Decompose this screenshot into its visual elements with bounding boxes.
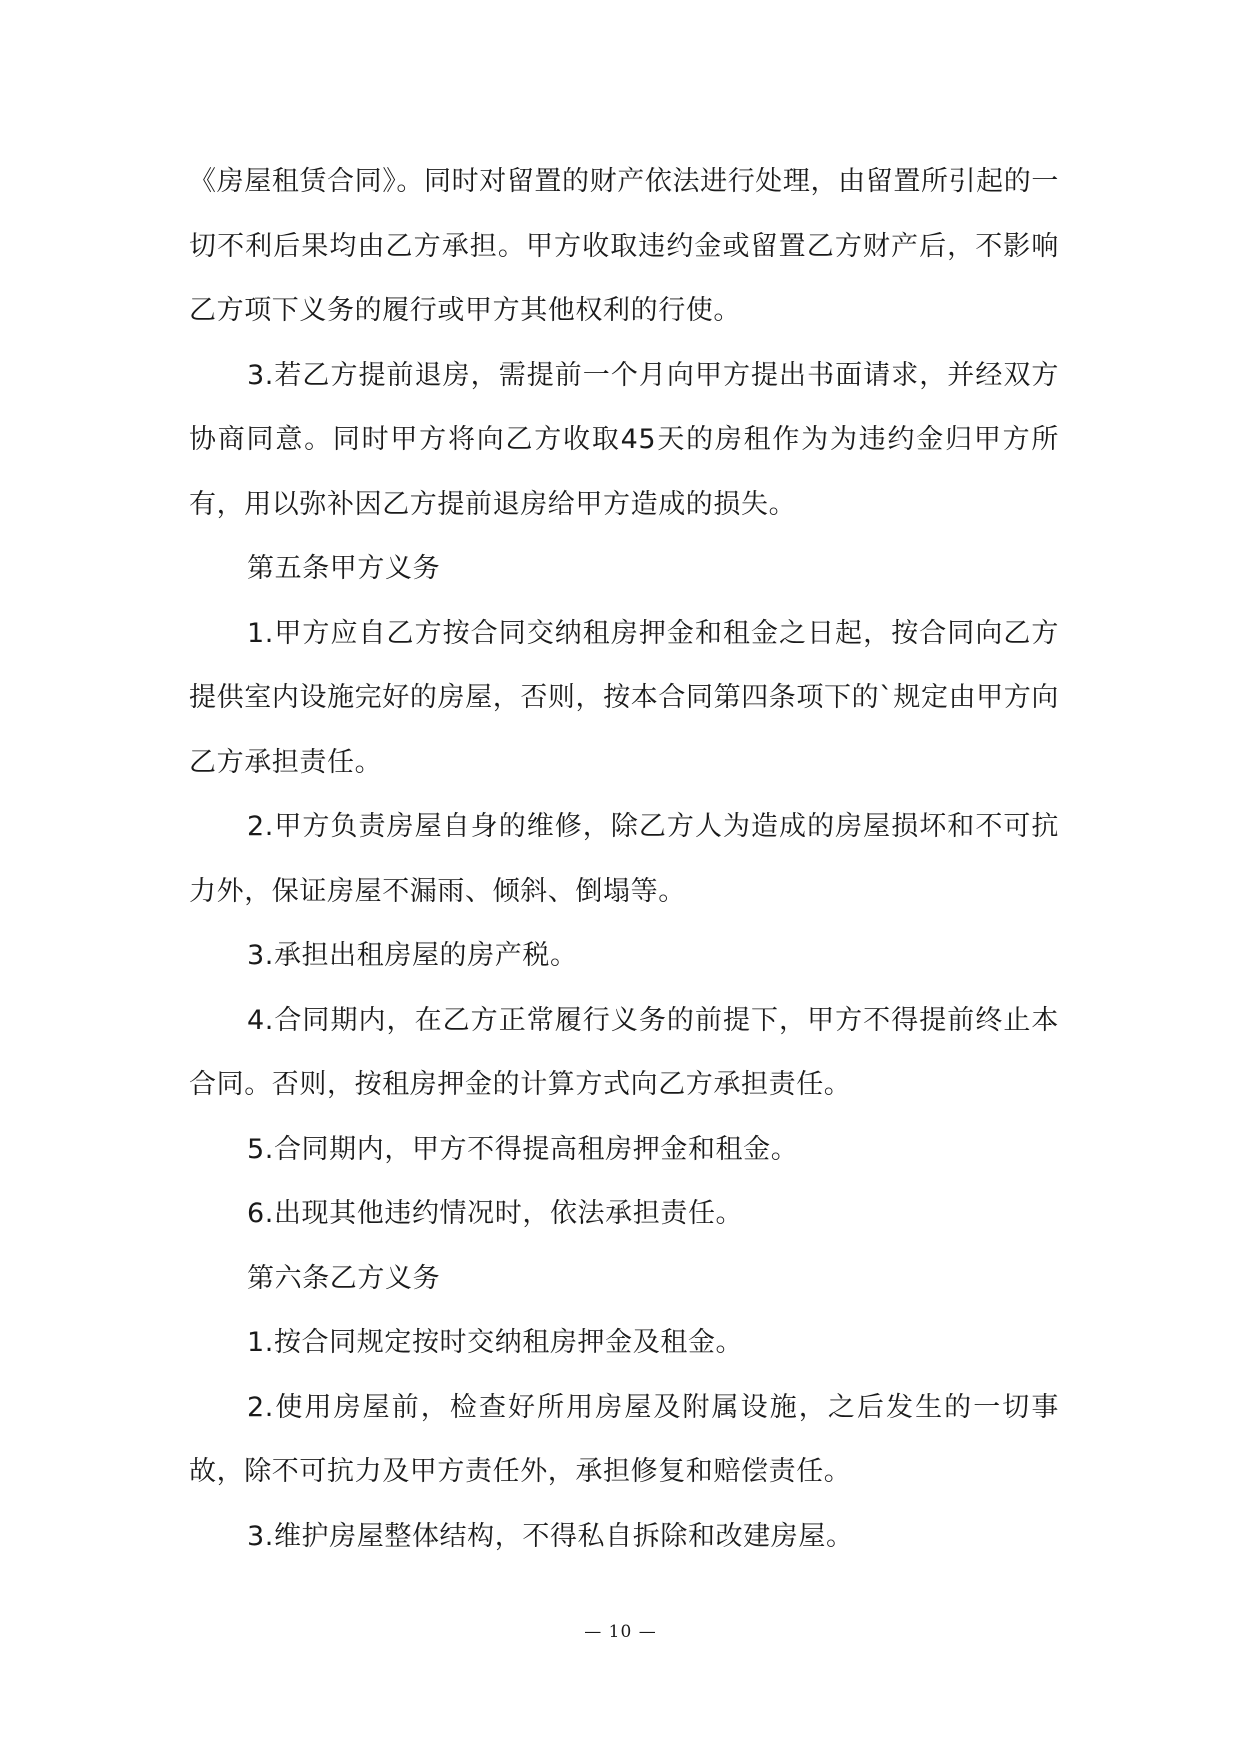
paragraph-clause-5-5: 5.合同期内，甲方不得提高租房押金和租金。 (247, 1133, 799, 1165)
paragraph-clause-5-3: 3.承担出租房屋的房产税。 (247, 940, 578, 971)
document-body (189, 150, 1059, 1569)
paragraph-clause-6-2: 2.使用房屋前，检查好所用房屋及附属设施，之后发生的一切事故，除不可抗力及甲方责任外，承担修复和赔偿责任。 (189, 1391, 1059, 1487)
paragraph-clause-5-1: 1.甲方应自乙方按合同交纳租房押金和租金之日起，按合同向乙方提供室内设施完好的房屋，否则，按本合同第四条项下的`规定由甲方向乙方承担责任。 (189, 617, 1059, 778)
paragraph-clause-6-1: 1.按合同规定按时交纳租房押金及租金。 (247, 1327, 744, 1358)
paragraph-clause-5-6: 6.出现其他违约情况时，依法承担责任。 (247, 1198, 744, 1229)
section-heading-article-5: 第五条甲方义务 (247, 553, 441, 584)
page-number: — 10 — (584, 1622, 657, 1642)
paragraph-clause-5-2: 2.甲方负责房屋自身的维修，除乙方人为造成的房屋损坏和不可抗力外，保证房屋不漏雨、倾斜、倒塌等。 (189, 811, 1059, 907)
paragraph-clause-5-4: 4.合同期内，在乙方正常履行义务的前提下，甲方不得提前终止本合同。否则，按租房押金的计算方式向乙方承担责任。 (189, 1004, 1059, 1100)
paragraph-clause-6-3: 3.维护房屋整体结构，不得私自拆除和改建房屋。 (247, 1520, 854, 1552)
section-heading-article-6: 第六条乙方义务 (247, 1262, 441, 1294)
paragraph-clause-4-3: 3.若乙方提前退房，需提前一个月向甲方提出书面请求，并经双方协商同意。同时甲方将向乙方收取45天的房租作为为违约金归甲方所有，用以弥补因乙方提前退房给甲方造成的损失。 (189, 359, 1059, 520)
paragraph-continuation: 《房屋租赁合同》。同时对留置的财产依法进行处理，由留置所引起的一切不利后果均由乙方承担。甲方收取违约金或留置乙方财产后，不影响乙方项下义务的履行或甲方其他权利的行使。 (189, 166, 1059, 326)
